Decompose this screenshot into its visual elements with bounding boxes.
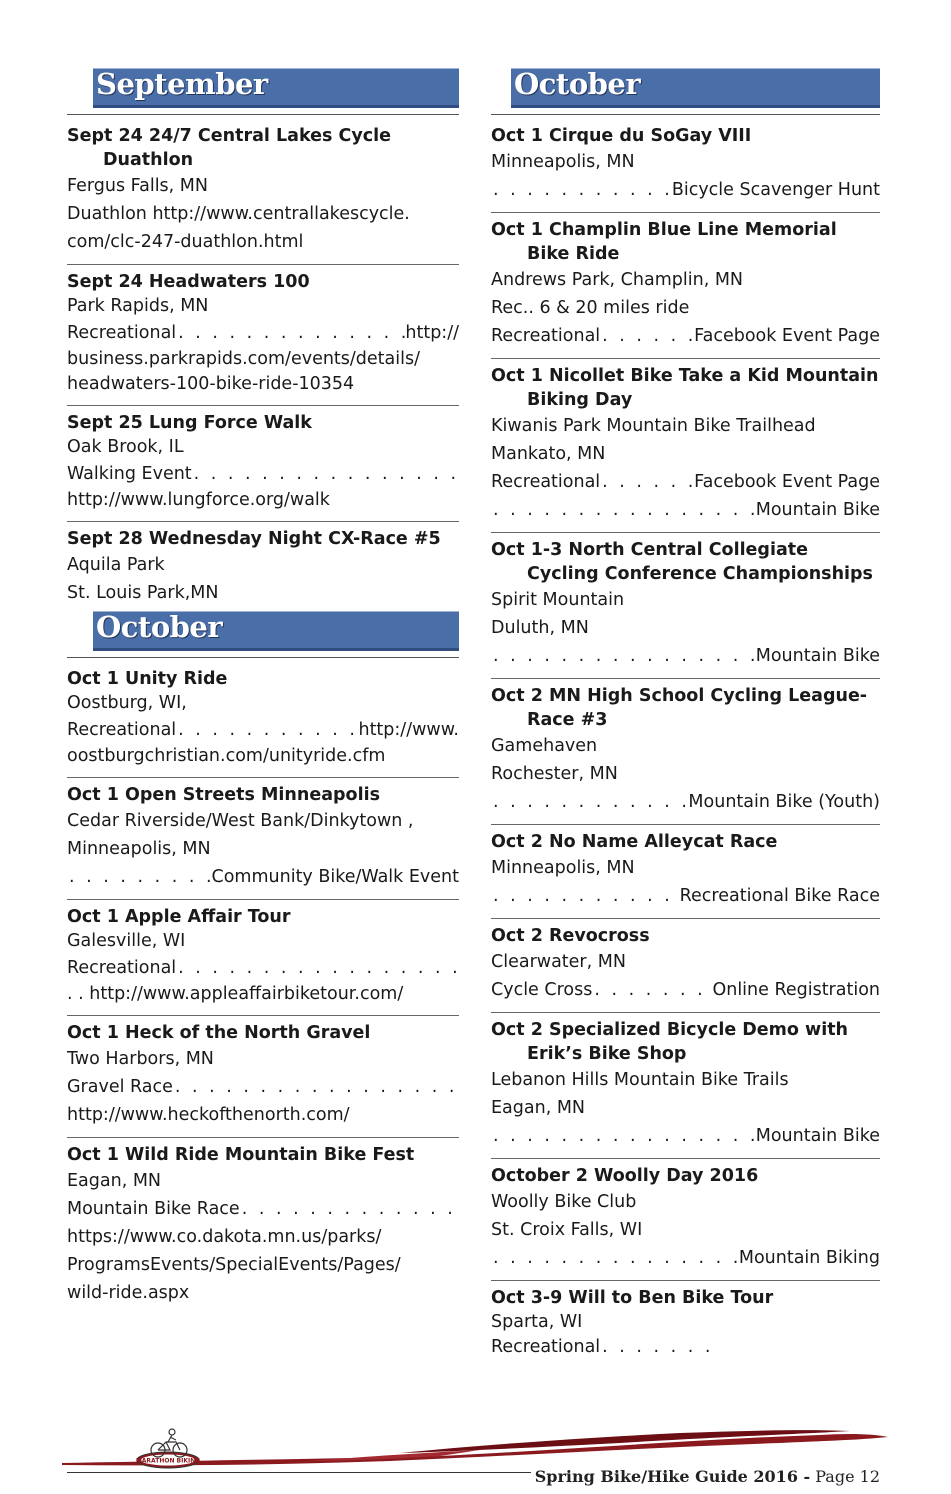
event-link[interactable]: Facebook Event Page: [694, 472, 880, 492]
event-type-leader: [67, 1195, 459, 1223]
dot-leader: [192, 460, 459, 488]
dot-leader: [600, 322, 694, 350]
event-listing: [67, 119, 459, 265]
event-link[interactable]: business.parkrapids.com/events/details/: [67, 349, 420, 369]
event-location: Aquila Park: [67, 555, 165, 575]
event-title: Oct 1 Heck of the North Gravel: [67, 1023, 371, 1043]
event-location: Clearwater, MN: [491, 952, 626, 972]
event-link[interactable]: https://www.co.dakota.mn.us/parks/: [67, 1227, 382, 1247]
event-listing: [491, 1281, 880, 1367]
event-listing: [67, 265, 459, 406]
event-location: Cedar Riverside/West Bank/Dinkytown ,: [67, 811, 414, 831]
event-location: Oostburg, WI,: [67, 693, 187, 713]
event-location: Sparta, WI: [491, 1312, 583, 1332]
event-type: Bicycle Scavenger Hunt: [671, 180, 880, 200]
event-location: Two Harbors, MN: [67, 1049, 214, 1069]
event-type-leader: [491, 882, 880, 910]
event-title: Oct 1 Nicollet Bike Take a Kid Mountain Biking Day: [491, 366, 879, 410]
dot-leader: [176, 716, 358, 744]
event-type: Mountain Bike (Youth): [688, 792, 880, 812]
dot-leader: [491, 1244, 739, 1272]
event-link[interactable]: wild-ride.aspx: [67, 1283, 190, 1303]
event-type: Recreational: [67, 958, 177, 978]
event-listing: [491, 359, 880, 533]
event-type-leader: [67, 716, 459, 744]
event-listing: [491, 825, 880, 919]
event-type: Recreational: [491, 326, 601, 346]
dot-leader: [491, 176, 672, 204]
event-type: Cycle Cross: [491, 980, 593, 1000]
event-type-leader: [491, 322, 880, 350]
event-title: Oct 1 Open Streets Minneapolis: [67, 785, 380, 805]
dot-leader: [491, 642, 756, 670]
divider: [491, 114, 880, 115]
event-location: Eagan, MN: [491, 1098, 586, 1118]
event-location: Gamehaven: [491, 736, 598, 756]
event-type: Recreational: [491, 472, 601, 492]
event-location: Woolly Bike Club: [491, 1192, 637, 1212]
event-link[interactable]: http://www.: [358, 720, 459, 740]
dot-leader: [176, 954, 459, 982]
event-type-leader: [67, 863, 459, 891]
event-link[interactable]: ProgramsEvents/SpecialEvents/Pages/: [67, 1255, 401, 1275]
dot-leader: [240, 1195, 459, 1223]
event-location: Fergus Falls, MN: [67, 176, 208, 196]
dot-leader: [491, 496, 756, 524]
dot-leader: [173, 1073, 459, 1101]
event-listing: [491, 1013, 880, 1159]
event-listing: [67, 522, 459, 615]
dot-leader: [600, 468, 694, 496]
event-location: Rochester, MN: [491, 764, 618, 784]
dot-leader: [176, 319, 405, 347]
event-title: Oct 2 Specialized Bicycle Demo with Erik’s Bike Shop: [491, 1020, 849, 1064]
event-title: Sept 24 Headwaters 100: [67, 272, 310, 292]
dot-leader: [491, 882, 680, 910]
event-type-leader: [67, 954, 459, 982]
event-location: St. Croix Falls, WI: [491, 1220, 643, 1240]
event-type-leader: [67, 319, 459, 347]
event-listing: [67, 662, 459, 778]
divider: [67, 114, 459, 115]
event-type: Mountain Bike: [755, 646, 880, 666]
event-link[interactable]: oostburgchristian.com/unityride.cfm: [67, 746, 386, 766]
event-location: St. Louis Park,MN: [67, 583, 219, 603]
event-type-leader: [491, 1335, 721, 1359]
event-link[interactable]: http://: [405, 323, 459, 343]
event-type-leader: [67, 460, 459, 488]
event-type: Recreational: [67, 720, 177, 740]
event-type-leader: [67, 1073, 459, 1101]
section-heading-october: October: [93, 611, 459, 651]
dot-leader: [491, 788, 688, 816]
event-location: Eagan, MN: [67, 1171, 162, 1191]
event-type-leader: [491, 642, 880, 670]
event-location: Mankato, MN: [491, 444, 606, 464]
event-type-leader: [491, 468, 880, 496]
event-title: Oct 1-3 North Central Collegiate Cycling Conference Championships: [491, 540, 873, 584]
event-title: Oct 1 Cirque du SoGay VIII: [491, 126, 752, 146]
event-title: Oct 1 Unity Ride: [67, 669, 228, 689]
event-title: Oct 1 Wild Ride Mountain Bike Fest: [67, 1145, 415, 1165]
event-location: Park Rapids, MN: [67, 296, 209, 316]
event-link[interactable]: Facebook Event Page: [694, 326, 880, 346]
event-link[interactable]: com/clc-247-duathlon.html: [67, 232, 304, 252]
event-type: Gravel Race: [67, 1077, 173, 1097]
dot-leader: [600, 1335, 721, 1359]
event-type: Recreational: [67, 323, 177, 343]
event-location: Oak Brook, IL: [67, 437, 184, 457]
event-type: Community Bike/Walk Event: [211, 867, 459, 887]
event-type-leader: [491, 976, 880, 1004]
page-footer: [0, 1418, 951, 1494]
event-type: Recreational Bike Race: [679, 886, 880, 906]
event-title: Oct 2 Revocross: [491, 926, 650, 946]
event-listing: [67, 406, 459, 522]
event-location: Spirit Mountain: [491, 590, 625, 610]
event-location: Duluth, MN: [491, 618, 589, 638]
section-heading-september: September: [93, 68, 459, 108]
event-listing: [491, 679, 880, 825]
event-link[interactable]: http://www.lungforce.org/walk: [67, 490, 330, 510]
event-type-leader: [491, 1122, 880, 1150]
event-link[interactable]: http://www.heckofthenorth.com/: [67, 1105, 350, 1125]
marathon-biking-logo: [132, 1420, 204, 1472]
event-location: Andrews Park, Champlin, MN: [491, 270, 744, 290]
event-title: Sept 24 24/7 Central Lakes Cycle Duathlon: [67, 126, 391, 170]
event-listing: [491, 213, 880, 359]
event-type-leader: [491, 788, 880, 816]
event-listing: [67, 778, 459, 900]
event-listing: [67, 1016, 459, 1138]
event-location: Galesville, WI: [67, 931, 186, 951]
right-column: [491, 68, 880, 1367]
dot-leader: [592, 976, 712, 1004]
event-type: Mountain Biking: [738, 1248, 880, 1268]
event-link[interactable]: Online Registration: [712, 980, 880, 1000]
section-heading-october: October: [511, 68, 880, 108]
event-link[interactable]: . . http://www.appleaffairbiketour.com/: [67, 984, 404, 1004]
event-type: Mountain Bike: [755, 1126, 880, 1146]
logo-wordmark: MARATHON BIKING: [135, 1457, 201, 1465]
event-location: Lebanon Hills Mountain Bike Trails: [491, 1070, 789, 1090]
event-title: Oct 3-9 Will to Ben Bike Tour: [491, 1288, 774, 1308]
footer-page-label: [531, 1467, 880, 1486]
event-location: Kiwanis Park Mountain Bike Trailhead: [491, 416, 816, 436]
event-link[interactable]: headwaters-100-bike-ride-10354: [67, 374, 355, 394]
event-type-leader: [491, 1244, 880, 1272]
event-title: Oct 2 MN High School Cycling League-Race #3: [491, 686, 868, 730]
left-column: [67, 68, 459, 1315]
event-location: Minneapolis, MN: [491, 858, 635, 878]
event-title: Oct 1 Champlin Blue Line Memorial Bike Ride: [491, 220, 837, 264]
event-type: Mountain Bike Race: [67, 1199, 240, 1219]
guide-title: Spring Bike/Hike Guide 2016 -: [534, 1467, 811, 1486]
event-location: Minneapolis, MN: [67, 839, 211, 859]
event-title: Sept 28 Wednesday Night CX-Race #5: [67, 529, 441, 549]
event-type: Recreational: [491, 1337, 601, 1357]
event-detail: Rec.. 6 & 20 miles ride: [491, 298, 690, 318]
event-listing: [491, 119, 880, 213]
event-type: Mountain Bike: [755, 500, 880, 520]
event-title: Oct 2 No Name Alleycat Race: [491, 832, 778, 852]
event-type-leader: [491, 176, 880, 204]
event-type: Walking Event: [67, 464, 192, 484]
event-listing: [67, 900, 459, 1016]
page-number: Page 12: [815, 1467, 880, 1486]
event-listing: [491, 533, 880, 679]
divider: [67, 657, 459, 658]
event-title: Sept 25 Lung Force Walk: [67, 413, 312, 433]
event-link[interactable]: Duathlon http://www.centrallakescycle.: [67, 204, 410, 224]
event-listing: [67, 1138, 459, 1315]
event-type-leader: [491, 496, 880, 524]
dot-leader: [491, 1122, 756, 1150]
event-listing: [491, 919, 880, 1013]
event-listing: [491, 1159, 880, 1281]
event-title: October 2 Woolly Day 2016: [491, 1166, 759, 1186]
dot-leader: [67, 863, 212, 891]
event-title: Oct 1 Apple Affair Tour: [67, 907, 291, 927]
event-location: Minneapolis, MN: [491, 152, 635, 172]
